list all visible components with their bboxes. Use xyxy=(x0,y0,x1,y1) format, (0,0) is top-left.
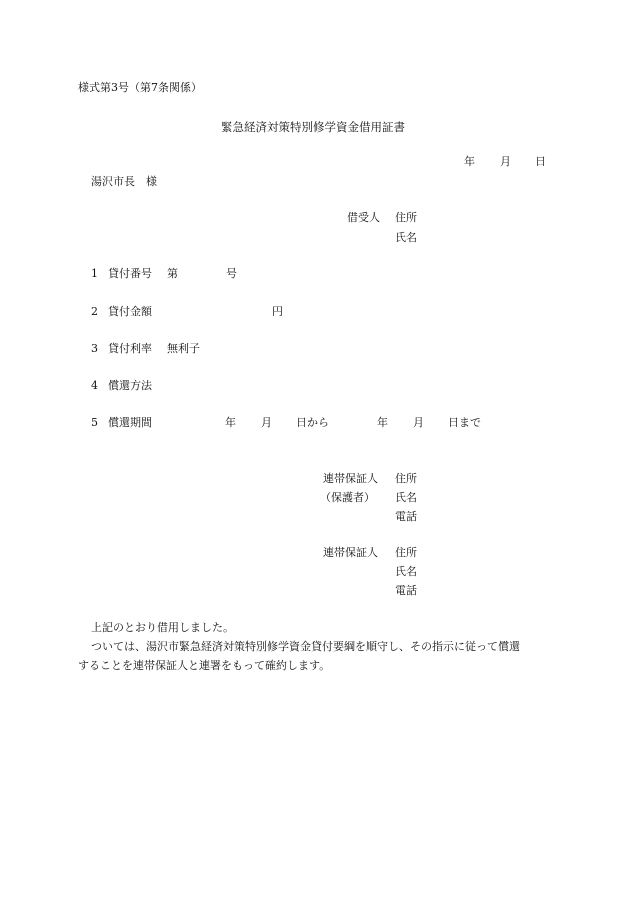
item-part: 第 xyxy=(167,267,178,280)
borrower-address-label: 住所 xyxy=(395,211,417,224)
guarantor-sublabel: （保護者） xyxy=(320,491,375,504)
item-part: 号 xyxy=(226,267,237,280)
item-label: 償還期間 xyxy=(108,416,152,429)
item-part: 年 xyxy=(377,416,388,429)
item-part: 日から xyxy=(296,416,329,429)
item-number: 3 xyxy=(91,342,98,355)
borrower-label: 借受人 xyxy=(347,211,380,224)
item-number: 1 xyxy=(91,267,98,280)
guarantor-label: 連帯保証人 xyxy=(323,472,378,485)
guarantor-phone-label: 電話 xyxy=(395,510,417,523)
item-label: 貸付金額 xyxy=(108,305,152,318)
guarantor-phone-label: 電話 xyxy=(395,584,417,597)
guarantor-address-label: 住所 xyxy=(395,546,417,559)
guarantor-address-label: 住所 xyxy=(395,472,417,485)
addressee: 湯沢市長 様 xyxy=(91,175,157,188)
item-part: 月 xyxy=(413,416,424,429)
item-number: 5 xyxy=(91,416,98,429)
item-part: 円 xyxy=(272,305,283,318)
closing-line: ついては、湯沢市緊急経済対策特別修学資金貸付要綱を順守し、その指示に従って償還 xyxy=(91,640,520,653)
item-label: 償還方法 xyxy=(108,379,152,392)
guarantor-name-label: 氏名 xyxy=(395,491,417,504)
item-part: 月 xyxy=(261,416,272,429)
borrower-name-label: 氏名 xyxy=(395,231,417,244)
item-label: 貸付番号 xyxy=(108,267,152,280)
item-part: 無利子 xyxy=(167,342,200,355)
guarantor-name-label: 氏名 xyxy=(395,565,417,578)
item-part: 日まで xyxy=(448,416,481,429)
closing-line: することを連帯保証人と連署をもって確約します。 xyxy=(78,659,331,672)
date-day: 日 xyxy=(535,155,546,168)
guarantor-label: 連帯保証人 xyxy=(323,546,378,559)
document-title: 緊急経済対策特別修学資金借用証書 xyxy=(221,120,405,134)
item-number: 2 xyxy=(91,305,98,318)
item-number: 4 xyxy=(91,379,98,392)
item-label: 貸付利率 xyxy=(108,342,152,355)
date-year: 年 xyxy=(464,155,475,168)
form-number: 様式第3号（第7条関係） xyxy=(78,81,202,94)
closing-line: 上記のとおり借用しました。 xyxy=(91,621,234,634)
date-month: 月 xyxy=(500,155,511,168)
item-part: 年 xyxy=(225,416,236,429)
